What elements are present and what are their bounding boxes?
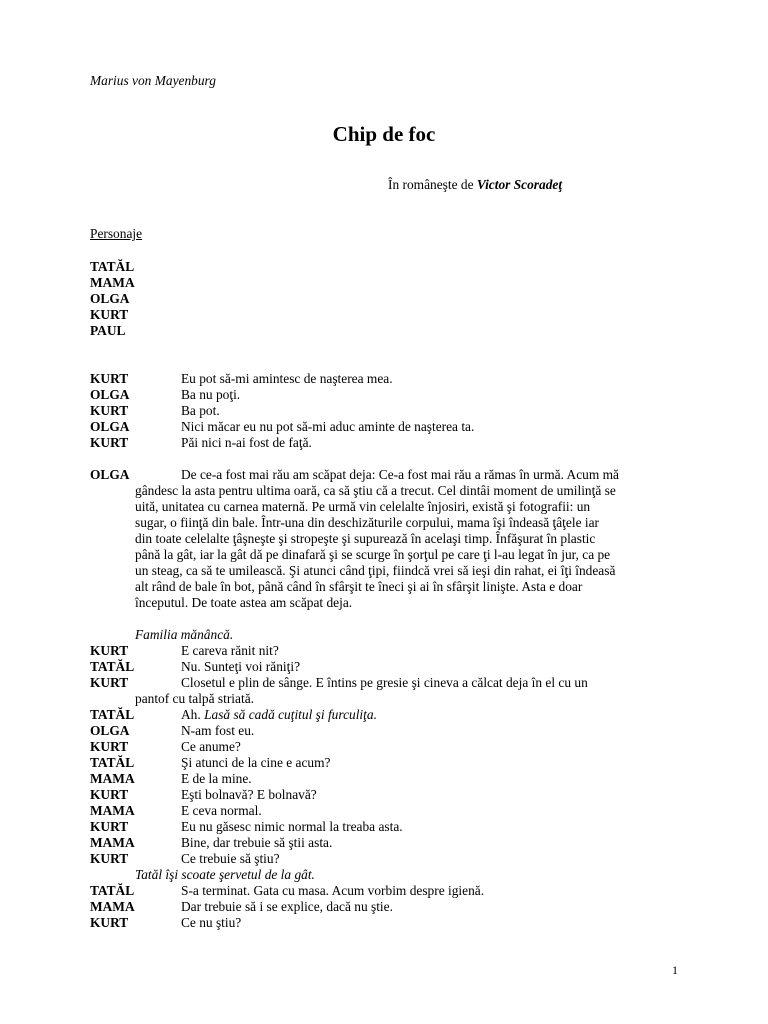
monologue-line: din toate celelalte ţâşneşte şi stropeşte şi supurează în acelaşi timp. Înfăşurat în plastic [135,531,596,546]
line-text: Ce anume? [181,739,241,754]
speaker: KURT [90,435,129,450]
cast-member: KURT [90,307,129,322]
speaker: KURT [90,851,129,866]
dialogue-line [90,723,677,739]
dialogue-line [90,739,677,755]
cast-heading: Personaje [90,226,143,241]
speaker: OLGA [90,723,130,738]
speaker: TATĂL [90,659,135,674]
dialogue-continuation: pantof cu talpă striată. [135,691,254,706]
line-text: Păi nici n-ai fost de faţă. [181,435,312,450]
line-text: Ah. Lasă să cadă cuţitul şi furculiţa. [181,707,377,722]
speaker: KURT [90,915,129,930]
line-text: S-a terminat. Gata cu masa. Acum vorbim despre igienă. [181,883,485,898]
cast-member: MAMA [90,275,135,290]
cast-member: OLGA [90,291,130,306]
speaker: MAMA [90,803,135,818]
inline-stage-direction: Lasă să cadă cuţitul şi furculiţa. [204,707,377,722]
line-text: Closetul e plin de sânge. E întins pe gresie şi cineva a călcat deja în el cu un [181,675,588,690]
dialogue-line [90,707,677,723]
dialogue-line [90,403,677,419]
dialogue-line [90,851,677,867]
dialogue-block [90,643,677,931]
line-text: Nici măcar eu nu pot să-mi aduc aminte de naşterea ta. [181,419,475,434]
dialogue-line [90,371,677,387]
speaker: TATĂL [90,707,135,722]
speaker: KURT [90,819,129,834]
dialogue-line [90,755,677,771]
dialogue-line [90,803,677,819]
line-text: Eu nu găsesc nimic normal la treaba asta. [181,819,403,834]
monologue-line: până la gât, iar la gât dă pe dinafară şi se scurge în şorţul pe care ţi l-au legat în jur, ca pe [135,547,611,562]
line-text: Bine, dar trebuie să ştii asta. [181,835,333,850]
speaker: KURT [90,739,129,754]
monologue-line: sugar, o fiinţă din bale. Într-una din deschizăturile corpului, mama îşi îndeasă ţâţele iar [135,515,599,530]
monologue-line: un steag, ca să te umilească. Şi atunci când ţipi, fiindcă vrei să ieşi din rahat, ei îţi îndeasă [135,563,616,578]
speaker: KURT [90,371,129,386]
author-name: Marius von Mayenburg [90,73,216,88]
line-text: Ce trebuie să ştiu? [181,851,280,866]
cast-list [90,259,135,339]
speaker: OLGA [90,467,130,482]
dialogue-line [90,435,677,451]
dialogue-line [90,787,677,803]
speaker: KURT [90,787,129,802]
cast-member: PAUL [90,323,126,338]
dialogue-line [90,387,677,403]
speaker: TATĂL [90,755,135,770]
line-text: Dar trebuie să i se explice, dacă nu ştie. [181,899,393,914]
line-text: Ba pot. [181,403,220,418]
line-text: E de la mine. [181,771,252,786]
line-text: Ce nu ştiu? [181,915,242,930]
speaker: KURT [90,403,129,418]
line-text: E ceva normal. [181,803,262,818]
translation-prefix: În româneşte de [388,177,474,192]
monologue-line: uită, unitatea cu carnea maternă. Pe urmă vin celelalte înjosiri, există şi fotografii: un [135,499,591,514]
stage-direction: Tatăl îşi scoate şervetul de la gât. [135,867,315,882]
dialogue-block [90,371,677,451]
line-text: Nu. Sunteţi voi răniţi? [181,659,301,674]
dialogue-line [90,467,677,483]
line-text: Eu pot să-mi amintesc de naşterea mea. [181,371,393,386]
dialogue-line [90,643,677,659]
dialogue-line [90,675,677,691]
monologue-line: gândesc la asta pentru ultima oară, ca să ştiu că a trecut. Cel dintâi moment de umilinţă se [135,483,616,498]
speaker: OLGA [90,387,130,402]
line-text: Ba nu poţi. [181,387,241,402]
dialogue-line [90,819,677,835]
dialogue-line [90,419,677,435]
line-text: E careva rănit nit? [181,643,279,658]
speaker: KURT [90,643,129,658]
line-text: N-am fost eu. [181,723,255,738]
line-text: Eşti bolnavă? E bolnavă? [181,787,317,802]
dialogue-line [90,915,677,931]
monologue [90,467,677,611]
cast-member: TATĂL [90,259,135,274]
speaker: MAMA [90,899,135,914]
speaker: TATĂL [90,883,135,898]
dialogue-line [90,883,677,899]
play-title: Chip de foc [332,122,436,146]
speaker: OLGA [90,419,130,434]
dialogue-line [90,835,677,851]
monologue-line: începutul. De toate astea am scăpat deja. [135,595,353,610]
speaker: MAMA [90,835,135,850]
dialogue-line [90,659,677,675]
translator-name: Victor Scoradeţ [476,177,563,192]
stage-direction: Familia mănâncă. [135,627,234,642]
monologue-line: alt rând de bale în bot, până când în sfârşit te îneci şi ai în sfârşit linişte. Asta e doar [135,579,583,594]
line-text: De ce-a fost mai rău am scăpat deja: Ce-a fost mai rău a rămas în urmă. Acum mă [181,467,619,482]
dialogue-line [90,899,677,915]
page-number: 1 [672,963,678,977]
translation-credit [388,177,562,193]
speaker: KURT [90,675,129,690]
line-text: Şi atunci de la cine e acum? [181,755,331,770]
dialogue-line [90,771,677,787]
speaker: MAMA [90,771,135,786]
